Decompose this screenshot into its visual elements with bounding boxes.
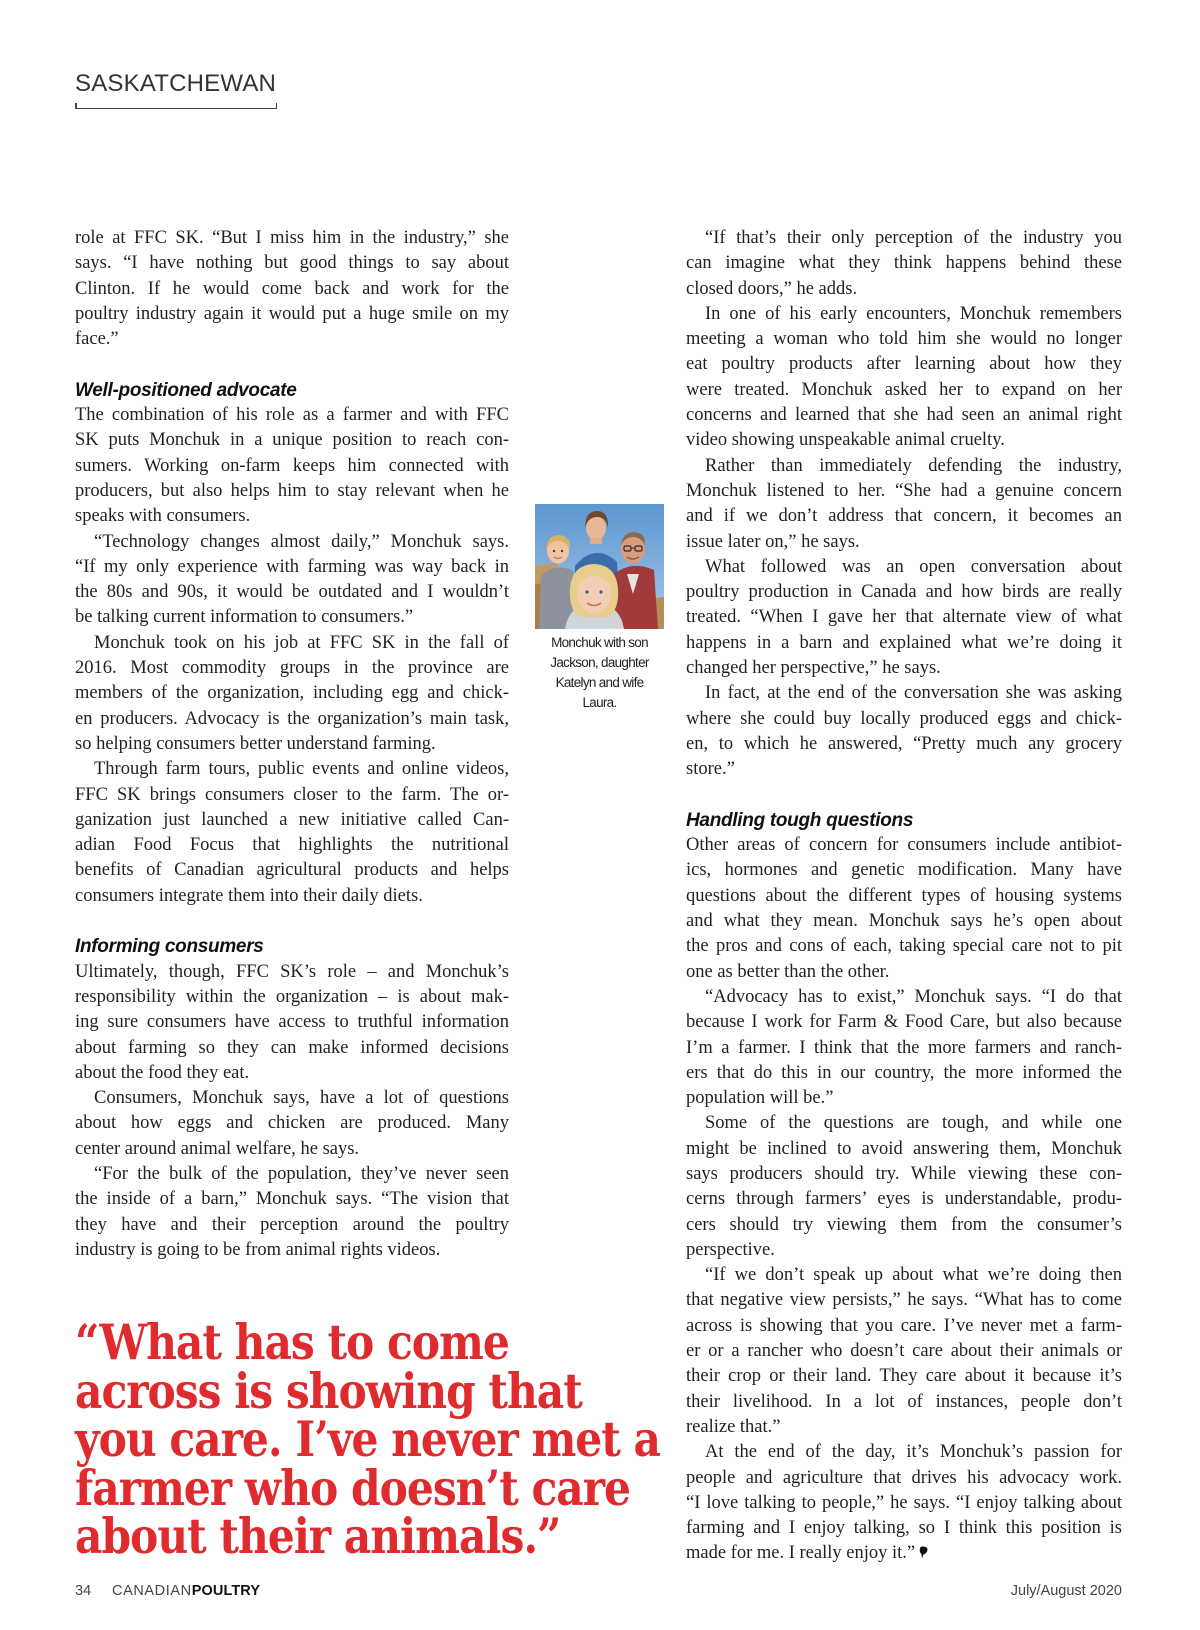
paragraph: [75, 1162, 509, 1263]
text-line: Monchuk took on his job at FFC SK in the fall of: [94, 632, 509, 653]
text-line: their crop or their land. They care about it because it’s: [686, 1366, 1122, 1387]
text-line: meeting a woman who told him she would no longer: [686, 329, 1122, 350]
paragraph: [686, 226, 1122, 302]
text-line: responsibility within the organization – is about mak-: [75, 986, 509, 1007]
paragraph: [686, 1440, 1122, 1566]
text-line: “If that’s their only perception of the industry you: [705, 228, 1122, 248]
text-line: Through farm tours, public events and online videos,: [94, 759, 509, 780]
text-line: treated. “When I gave her that alternate view of what: [686, 607, 1122, 628]
paragraph: [75, 226, 509, 352]
text-line: face.”: [75, 329, 119, 350]
section-rule: [75, 108, 276, 109]
text-line: Rather than immediately defending the industry,: [705, 455, 1122, 476]
paragraph: [686, 302, 1122, 454]
family-photo-image: [535, 504, 664, 629]
text-line: cerns through farmers’ eyes is understandable, produ-: [686, 1189, 1122, 1210]
paragraph: [75, 1086, 509, 1162]
text-line: ers that do this in our country, the more informed the: [686, 1062, 1122, 1083]
text-line: ganization just launched a new initiative called Can-: [75, 809, 509, 830]
text-line: “If we don’t speak up about what we’re doing then: [705, 1265, 1122, 1286]
text-line: farming and I enjoy talking, so I think this position is: [686, 1518, 1122, 1539]
text-line: can imagine what they think happens behind these: [686, 253, 1122, 274]
text-line: about how eggs and chicken are produced. Many: [75, 1113, 509, 1134]
caption-line: Katelyn and wife: [555, 675, 644, 690]
text-line: Consumers, Monchuk says, have a lot of questions: [94, 1088, 509, 1109]
text-line: store.”: [686, 759, 735, 780]
text-line: er or a rancher who doesn’t care about their animals or: [686, 1341, 1122, 1362]
caption-line: Monchuk with son: [551, 635, 648, 650]
text-line: Other areas of concern for consumers include antibiot-: [686, 835, 1122, 856]
text-line: questions about the different types of housing systems: [686, 885, 1122, 906]
paragraph: [75, 403, 509, 529]
text-line: “Advocacy has to exist,” Monchuk says. “I do that: [705, 986, 1122, 1007]
text-line: ing sure consumers have access to truthful information: [75, 1012, 509, 1033]
text-line: across is showing that you care. I’ve never met a farm-: [686, 1315, 1122, 1336]
section-heading: Well-positioned advocate: [75, 379, 297, 401]
text-line: ics, hormones and genetic modification. Many have: [686, 860, 1122, 881]
text-line: At the end of the day, it’s Monchuk’s passion for: [705, 1442, 1122, 1463]
text-line: Clinton. If he would come back and work for the: [75, 278, 509, 299]
paragraph: [686, 555, 1122, 681]
text-line: about the food they eat.: [75, 1062, 250, 1083]
text-line: center around animal welfare, he says.: [75, 1138, 360, 1159]
paragraph: [686, 1111, 1122, 1263]
text-line: be talking current information to consumers.”: [75, 607, 414, 628]
text-line: their livelihood. In a lot of instances, people don’t: [686, 1391, 1122, 1412]
text-line: realize that.”: [686, 1416, 781, 1437]
brand-bold-text: POULTRY: [191, 1583, 261, 1599]
paragraph: [75, 757, 509, 909]
text-line: The combination of his role as a farmer and with FFC: [75, 405, 509, 426]
text-line: adian Food Focus that highlights the nutritional: [75, 835, 509, 856]
text-line: says producers should try. While viewing these con-: [686, 1163, 1122, 1184]
family-photo: [535, 504, 664, 629]
text-line: issue later on,” he says.: [686, 531, 860, 552]
text-line: In one of his early encounters, Monchuk remembers: [705, 303, 1122, 324]
text-line: population will be.”: [686, 1088, 834, 1109]
text-line: industry is going to be from animal rights videos.: [75, 1239, 441, 1260]
text-line: concerns and learned that she had seen an animal right: [686, 405, 1122, 426]
text-line: the 80s and 90s, it would be outdated and I wouldn’t: [75, 582, 509, 603]
text-line: consumers integrate them into their daily diets.: [75, 885, 423, 906]
text-line: role at FFC SK. “But I miss him in the industry,” she: [75, 228, 509, 248]
caption-line: Jackson, daughter: [550, 655, 649, 670]
text-line: eat poultry products after learning about how they: [686, 354, 1122, 375]
pull-quote: [75, 1313, 660, 1565]
pull-quote-line: across is showing that: [75, 1361, 582, 1420]
text-line: and what they mean. Monchuk says he’s open about: [686, 911, 1122, 932]
text-line: about farming so they can make informed decisions: [75, 1037, 509, 1058]
paragraph: [75, 960, 509, 1086]
text-line: en, to which he answered, “Pretty much any grocery: [686, 733, 1122, 754]
paragraph: [686, 454, 1122, 555]
text-line: one as better than the other.: [686, 961, 890, 982]
text-line: I’m a farmer. I think that the more farmers and ranch-: [686, 1037, 1122, 1058]
section-label: SASKATCHEWAN: [75, 70, 277, 97]
text-line: members of the organization, including egg and chick-: [75, 683, 509, 704]
end-mark-icon: [919, 1546, 928, 1559]
text-line: Monchuk listened to her. “She had a genuine concern: [686, 480, 1122, 501]
text-line: video showing unspeakable animal cruelty.: [686, 430, 1005, 451]
text-line: benefits of Canadian agricultural products and helps: [75, 860, 509, 881]
text-line: poultry industry again it would put a huge smile on my: [75, 303, 509, 324]
text-line: “Technology changes almost daily,” Monchuk says.: [94, 531, 509, 552]
paragraph: [686, 985, 1122, 1111]
pull-quote-line: you care. I’ve never met a: [75, 1410, 660, 1468]
pull-quote-line: about their animals.”: [75, 1507, 561, 1565]
text-line: SK puts Monchuk in a unique position to reach con-: [75, 430, 509, 451]
text-line: Ultimately, though, FFC SK’s role – and Monchuk’s: [75, 961, 509, 982]
photo-caption: [527, 633, 672, 713]
paragraph-spacer: [75, 909, 509, 934]
text-line: closed doors,” he adds.: [686, 278, 858, 299]
paragraph: [75, 530, 509, 631]
page-number: 34: [75, 1583, 92, 1599]
text-line: What followed was an open conversation about: [705, 556, 1122, 577]
paragraph-spacer: [686, 783, 1122, 808]
text-line: people and agriculture that drives his advocacy work.: [686, 1467, 1122, 1488]
pull-quote-line: “What has to come: [75, 1313, 509, 1371]
text-line: because I work for Farm & Food Care, but also because: [686, 1012, 1122, 1033]
left-column: [75, 226, 509, 1263]
paragraph-spacer: [75, 352, 509, 377]
text-line: and if we don’t address that concern, it becomes an: [686, 506, 1122, 527]
text-line: poultry production in Canada and how birds are really: [686, 582, 1122, 603]
text-line: happens in a barn and explained what we’re doing it: [686, 632, 1122, 653]
right-column: [686, 226, 1122, 1567]
page-footer: [75, 1582, 1122, 1600]
text-line: where she could buy locally produced eggs and chick-: [686, 708, 1122, 729]
text-line: cers should try viewing them from the consumer’s: [686, 1214, 1122, 1235]
text-line: they have and their perception around the poultry: [75, 1214, 509, 1235]
text-line: says. “I have nothing but good things to say about: [75, 253, 509, 274]
text-line: [686, 1541, 1122, 1566]
text-line: en producers. Advocacy is the organization’s main task,: [75, 708, 509, 729]
text-line: Some of the questions are tough, and while one: [705, 1113, 1122, 1134]
text-line: In fact, at the end of the conversation she was asking: [705, 683, 1122, 704]
text-line: speaks with consumers.: [75, 506, 251, 527]
text-line: “If my only experience with farming was way back in: [75, 556, 509, 577]
text-line: perspective.: [686, 1239, 775, 1260]
text-line: the pros and cons of each, taking special care not to pit: [686, 936, 1122, 957]
text-line: FFC SK brings consumers closer to the farm. The or-: [75, 784, 509, 805]
paragraph: [686, 681, 1122, 782]
text-line: that negative view persists,” he says. “What has to come: [686, 1290, 1122, 1311]
text-line: so helping consumers better understand farming.: [75, 733, 436, 754]
text-line: 2016. Most commodity groups in the province are: [75, 658, 509, 679]
issue-date: July/August 2020: [1010, 1583, 1122, 1599]
text-line: were treated. Monchuk asked her to expand on her: [686, 379, 1122, 400]
pull-quote-line: farmer who doesn’t care: [75, 1458, 630, 1517]
paragraph: [686, 833, 1122, 985]
text-line-content: made for me. I really enjoy it.”: [686, 1543, 916, 1564]
text-line: “For the bulk of the population, they’ve never seen: [94, 1163, 509, 1184]
text-line: “I love talking to people,” he says. “I enjoy talking about: [686, 1492, 1122, 1513]
text-line: might be inclined to avoid answering them, Monchuk: [686, 1138, 1122, 1159]
brand-light-text: CANADIAN: [112, 1583, 192, 1599]
magazine-brand: [112, 1582, 260, 1600]
section-heading: Informing consumers: [75, 936, 264, 958]
paragraph: [686, 1263, 1122, 1440]
section-heading: Handling tough questions: [686, 809, 914, 831]
text-line: sumers. Working on-farm keeps him connected with: [75, 455, 509, 476]
paragraph: [75, 631, 509, 757]
caption-line: Laura.: [582, 695, 617, 710]
text-line: the inside of a barn,” Monchuk says. “The vision that: [75, 1189, 509, 1210]
text-line: changed her perspective,” he says.: [686, 658, 941, 679]
text-line: producers, but also helps him to stay relevant when he: [75, 480, 509, 501]
